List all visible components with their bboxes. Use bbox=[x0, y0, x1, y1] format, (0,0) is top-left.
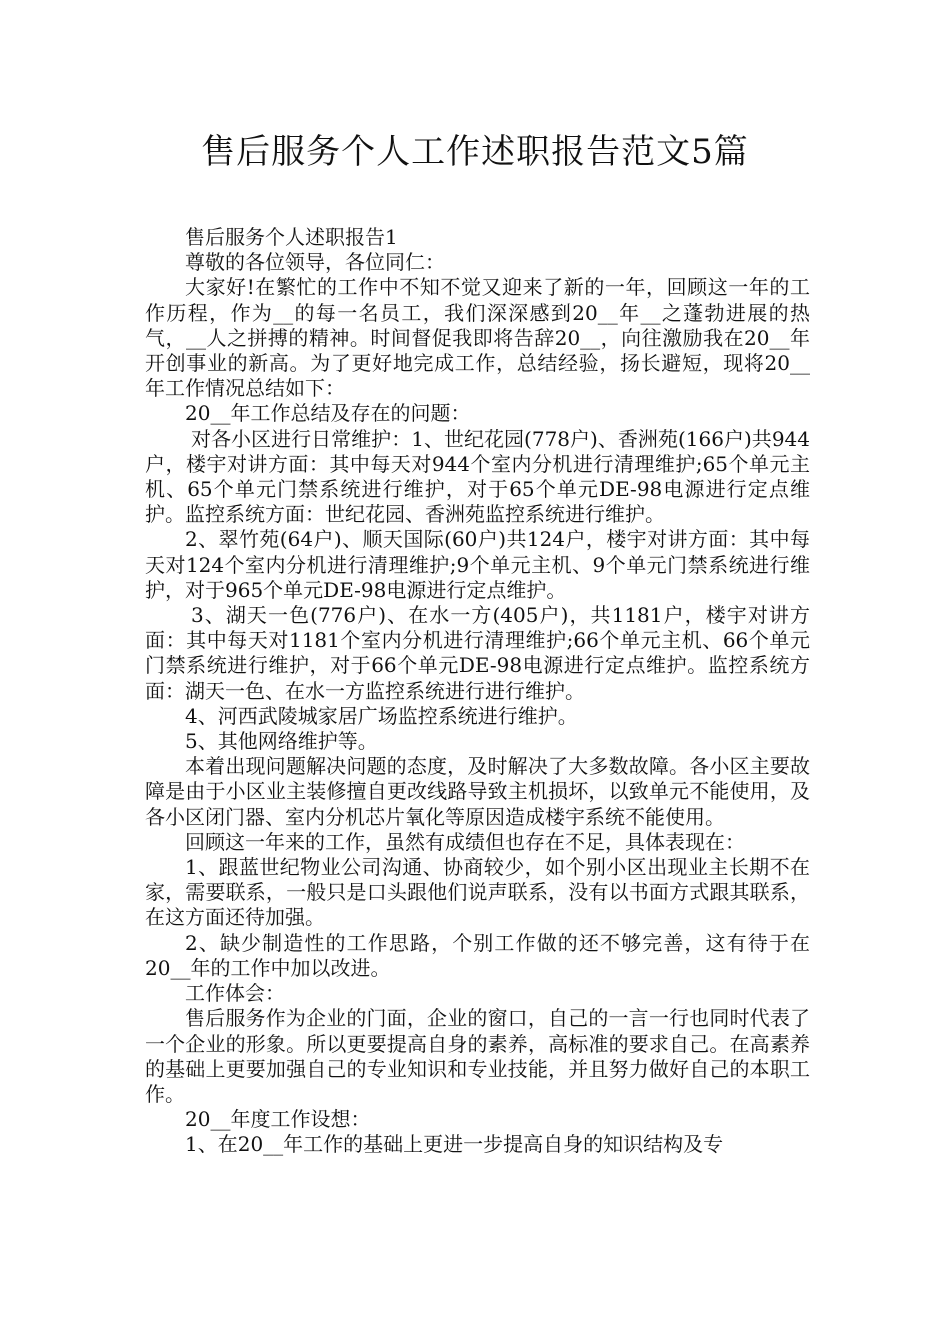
paragraph: 大家好!在繁忙的工作中不知不觉又迎来了新的一年，回顾这一年的工作历程，作为__的每一名员工，我们深深感到20__年__之蓬勃进展的热气，__人之拼搏的精神。时间督促我即将告辞20__，向往激励我在20__年开创事业的新高。为了更好地完成工作，总结经验，扬长避短，现将20__年工作情况总结如下： bbox=[145, 275, 810, 401]
paragraph: 1、在20__年工作的基础上更进一步提高自身的知识结构及专 bbox=[185, 1132, 724, 1157]
paragraph: 1、跟蓝世纪物业公司沟通、协商较少，如个别小区出现业主长期不在家，需要联系，一般只是口头跟他们说声联系，没有以书面方式跟其联系，在这方面还待加强。 bbox=[145, 855, 810, 930]
document-body bbox=[145, 225, 810, 1158]
paragraph: 3、湖天一色(776户)、在水一方(405户)，共1181户，楼宇对讲方面：其中每天对1181个室内分机进行清理维护;66个单元主机、66个单元门禁系统进行维护，对于66个单元DE-98电源进行定点维护。监控系统方面：湖天一色、在水一方监控系统进行进行维护。 bbox=[145, 603, 810, 703]
paragraph: 5、其他网络维护等。 bbox=[185, 729, 378, 754]
paragraph: 对各小区进行日常维护：1、世纪花园(778户)、香洲苑(166户)共944户，楼宇对讲方面：其中每天对944个室内分机进行清理维护;65个单元主机、65个单元门禁系统进行维护，对于65个单元DE-98电源进行定点维护。监控系统方面：世纪花园、香洲苑监控系统进行维护。 bbox=[145, 426, 810, 527]
paragraph: 2、缺少制造性的工作思路，个别工作做的还不够完善，这有待于在20__年的工作中加以改进。 bbox=[145, 930, 810, 980]
paragraph: 售后服务作为企业的门面，企业的窗口，自己的一言一行也同时代表了一个企业的形象。所以更要提高自身的素养，高标准的要求自己。在高素养的基础上更要加强自己的专业知识和专业技能，并且努力做好自己的本职工作。 bbox=[145, 1006, 810, 1106]
subheading: 工作体会： bbox=[185, 981, 285, 1006]
paragraph: 本着出现问题解决问题的态度，及时解决了大多数故障。各小区主要故障是由于小区业主装修擅自更改线路导致主机损坏，以致单元不能使用，及各小区闭门器、室内分机芯片氧化等原因造成楼宇系统不能使用。 bbox=[145, 754, 810, 829]
paragraph: 2、翠竹苑(64户)、顺天国际(60户)共124户，楼宇对讲方面：其中每天对124个室内分机进行清理维护;9个单元主机、9个单元门禁系统进行维护，对于965个单元DE-98电源进行定点维护。 bbox=[145, 527, 810, 602]
paragraph: 回顾这一年来的工作，虽然有成绩但也存在不足，具体表现在： bbox=[185, 829, 745, 854]
subheading: 20__年度工作设想： bbox=[185, 1107, 371, 1132]
paragraph: 4、河西武陵城家居广场监控系统进行维护。 bbox=[185, 703, 578, 728]
subheading: 20__年工作总结及存在的问题： bbox=[185, 401, 471, 426]
salutation: 尊敬的各位领导，各位同仁： bbox=[185, 250, 445, 275]
section-heading: 售后服务个人述职报告1 bbox=[185, 225, 398, 249]
document-title: 售后服务个人工作述职报告范文5篇 bbox=[201, 132, 749, 172]
